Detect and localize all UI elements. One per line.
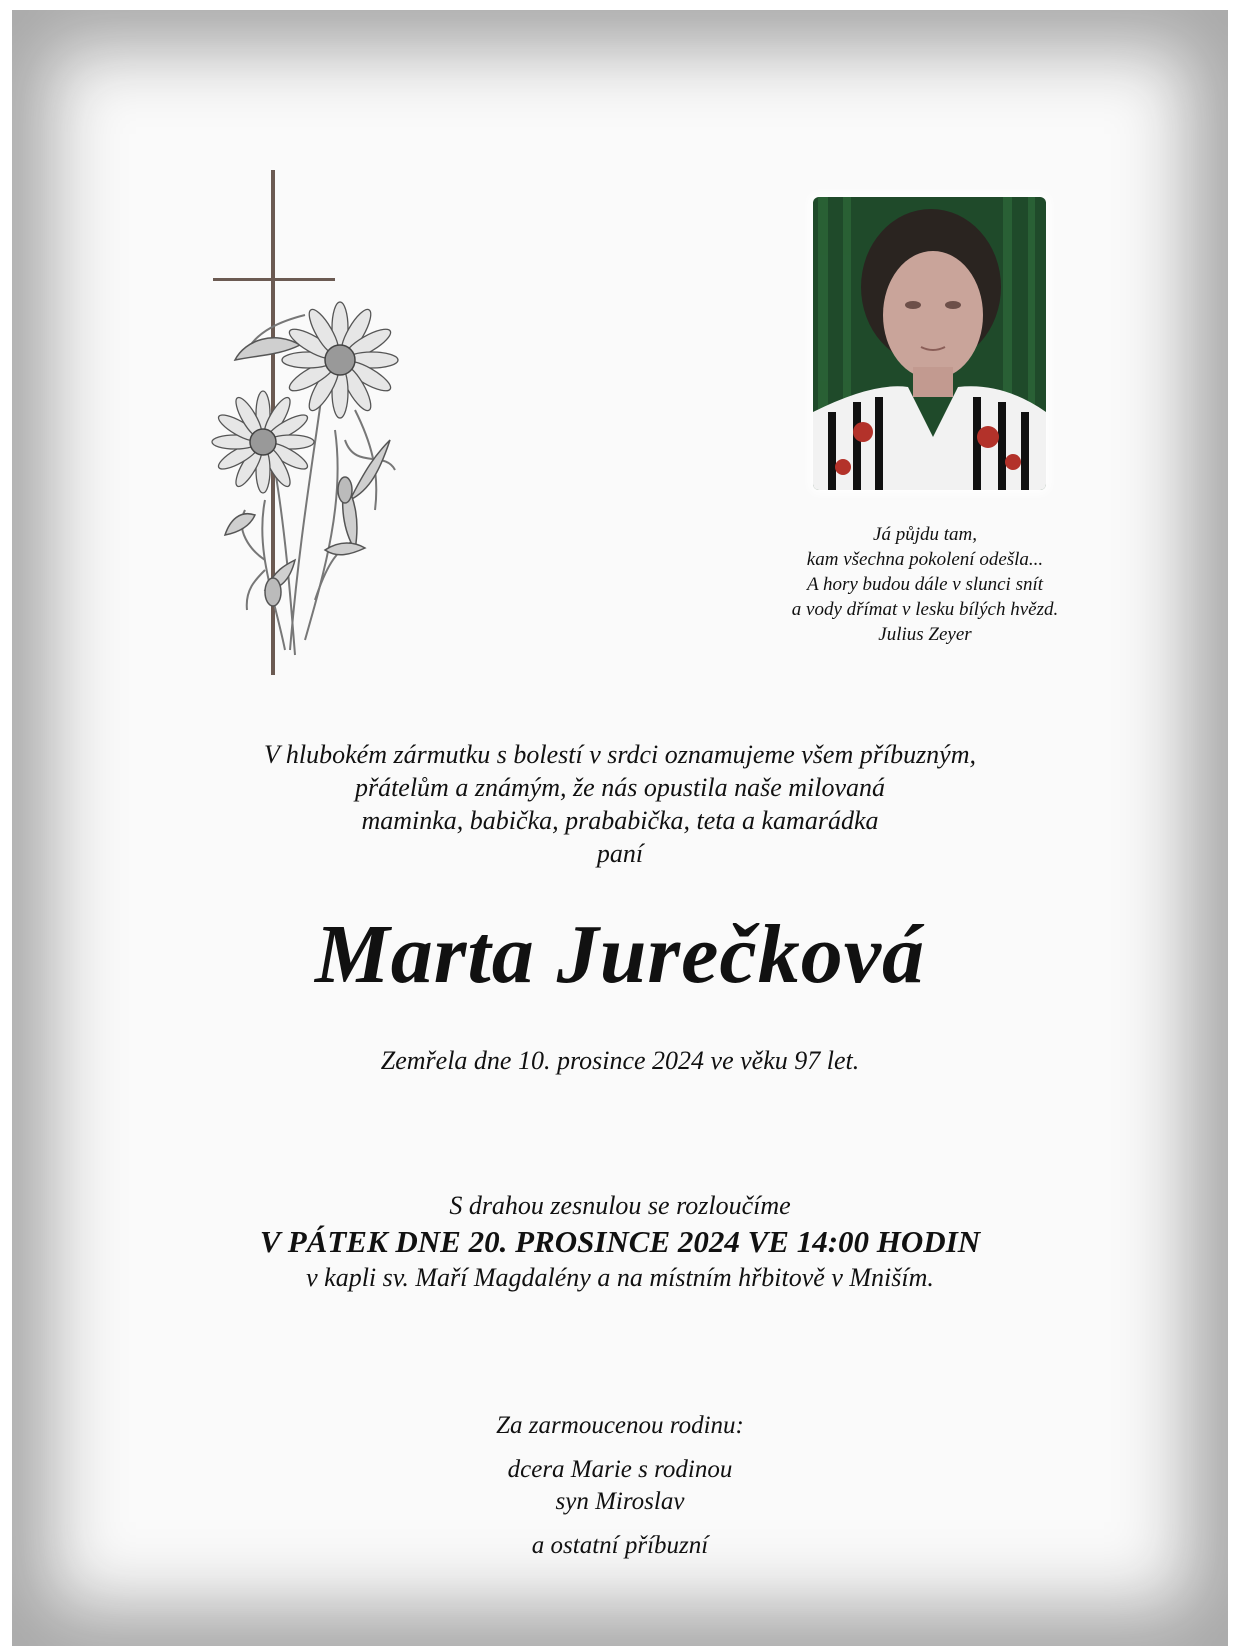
ceremony-info	[120, 1188, 1120, 1296]
ceremony-place: v kapli sv. Maří Magdalény a na místním hřbitově v Mniším.	[306, 1263, 934, 1292]
poem-line: A hory budou dále v slunci snít	[806, 574, 1044, 595]
announcement-line: paní	[596, 839, 644, 868]
poem-quote	[740, 522, 1110, 647]
family-heading: Za zarmoucenou rodinu:	[496, 1412, 744, 1439]
poem-author: Julius Zeyer	[878, 624, 972, 645]
ceremony-intro: S drahou zesnulou se rozloučíme	[449, 1191, 791, 1220]
family-member: syn Miroslav	[555, 1488, 685, 1515]
announcement-line: maminka, babička, prababička, teta a kamarádka	[361, 806, 879, 835]
family-member: dcera Marie s rodinou	[507, 1456, 733, 1483]
announcement-line: V hlubokém zármutku s bolestí v srdci oznamujeme všem příbuzným,	[263, 740, 977, 769]
poem-line: kam všechna pokolení odešla...	[806, 549, 1044, 570]
poem-line: Já půjdu tam,	[873, 524, 977, 545]
death-date-line: Zemřela dne 10. prosince 2024 ve věku 97 let.	[380, 1046, 860, 1075]
deceased-name: Marta Jurečková	[315, 908, 925, 1001]
family-closing: a ostatní příbuzní	[531, 1532, 709, 1559]
announcement-line: přátelům a známým, že nás opustila naše milovaná	[354, 773, 886, 802]
announcement-text	[170, 738, 1070, 870]
cross-with-flowers-icon	[205, 170, 435, 710]
ceremony-datetime: V PÁTEK DNE 20. PROSINCE 2024 VE 14:00 HODIN	[259, 1224, 981, 1259]
family-signature	[370, 1410, 870, 1562]
portrait-photo	[813, 197, 1046, 490]
poem-line: a vody dřímat v lesku bílých hvězd.	[791, 599, 1059, 620]
